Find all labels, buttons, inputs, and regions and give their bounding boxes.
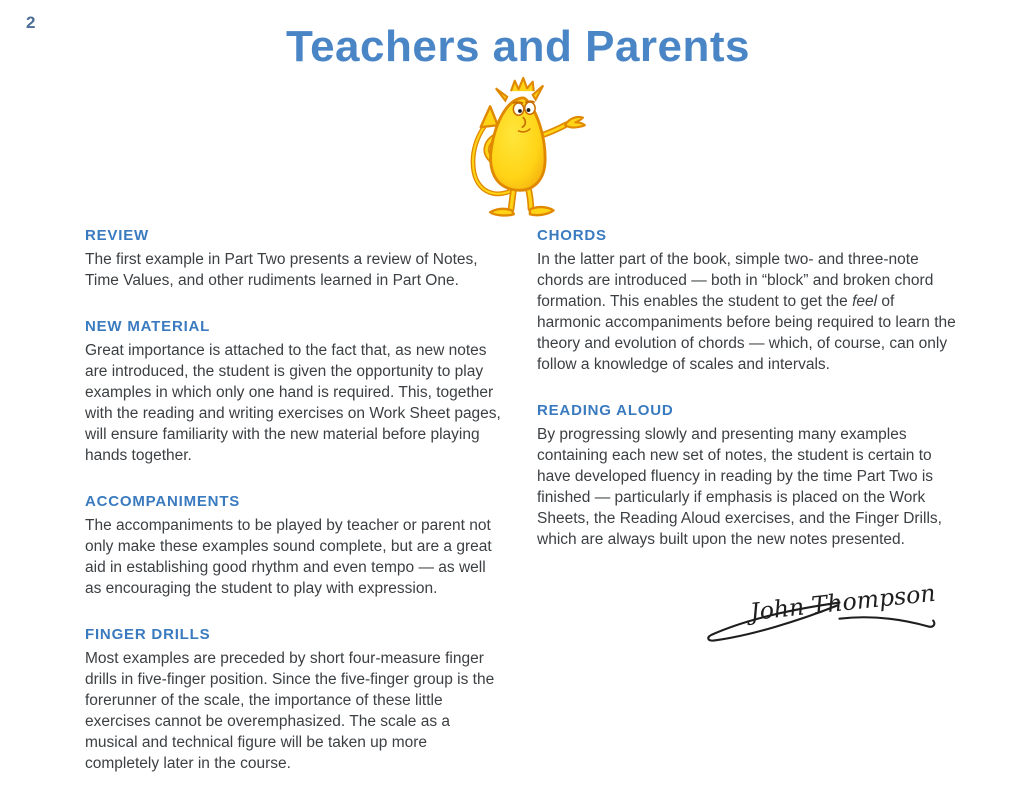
section-heading-finger-drills: FINGER DRILLS — [85, 626, 211, 643]
section-reading-aloud — [537, 402, 961, 550]
section-body-new-material: Great importance is attached to the fact that, as new notes are introduced, the student is given the opportunity to play examples in which only one hand is required. This, together with the reading and writing exercises on Work Sheet pages, will ensure familiarity with the new material before playing hands together. — [85, 342, 501, 464]
section-heading-chords: CHORDS — [537, 227, 607, 244]
right-column — [537, 227, 961, 648]
chords-text-after: of harmonic accompaniments before being required to learn the theory and evolution of chords — which, of course, can only follow a knowledge of scales and intervals. — [537, 293, 956, 373]
section-body-review: The first example in Part Two presents a review of Notes, Time Values, and other rudiments learned in Part One. — [85, 251, 478, 289]
imp-mascot-icon — [437, 76, 602, 218]
section-heading-accompaniments: ACCOMPANIMENTS — [85, 493, 241, 510]
imp-mascot-illustration — [437, 76, 602, 218]
signature-icon — [695, 577, 947, 648]
section-new-material — [85, 318, 503, 466]
page-number: 2 — [26, 13, 36, 32]
author-signature — [537, 577, 961, 648]
section-body-finger-drills: Most examples are preceded by short four-measure finger drills in five-finger position. Since the five-finger group is the forerunner of the scale, the importance of these little exercises cannot be overemphasized. The scale as a musical and technical figure will be taken up more completely later in the course. — [85, 650, 495, 772]
section-heading-new-material: NEW MATERIAL — [85, 318, 211, 335]
page-title: Teachers and Parents — [285, 22, 751, 71]
section-body-accompaniments: The accompaniments to be played by teacher or parent not only make these examples sound complete, but are a great aid in establishing good rhythm and even tempo — as well as encouraging the student to play with expression. — [85, 517, 492, 597]
section-heading-reading-aloud: READING ALOUD — [537, 402, 674, 419]
section-review — [85, 227, 503, 291]
section-chords — [537, 227, 961, 375]
chords-text-italic: feel — [852, 293, 878, 310]
left-column — [85, 227, 503, 801]
section-accompaniments — [85, 493, 503, 599]
section-heading-review: REVIEW — [85, 227, 149, 244]
chords-text-before: In the latter part of the book, simple two- and three-note chords are introduced — both in “block” and broken chord formation. This enables the student to get the — [537, 251, 934, 310]
section-body-chords — [537, 249, 961, 375]
section-finger-drills — [85, 626, 503, 774]
signature-text: John Thompson — [748, 578, 937, 627]
section-body-reading-aloud: By progressing slowly and presenting many examples containing each new set of notes, the student is certain to have developed fluency in reading by the time Part Two is finished — particularly if emphasis is placed on the Work Sheets, the Reading Aloud exercises, and the Finger Drills, which are always built upon the new notes presented. — [537, 426, 942, 548]
